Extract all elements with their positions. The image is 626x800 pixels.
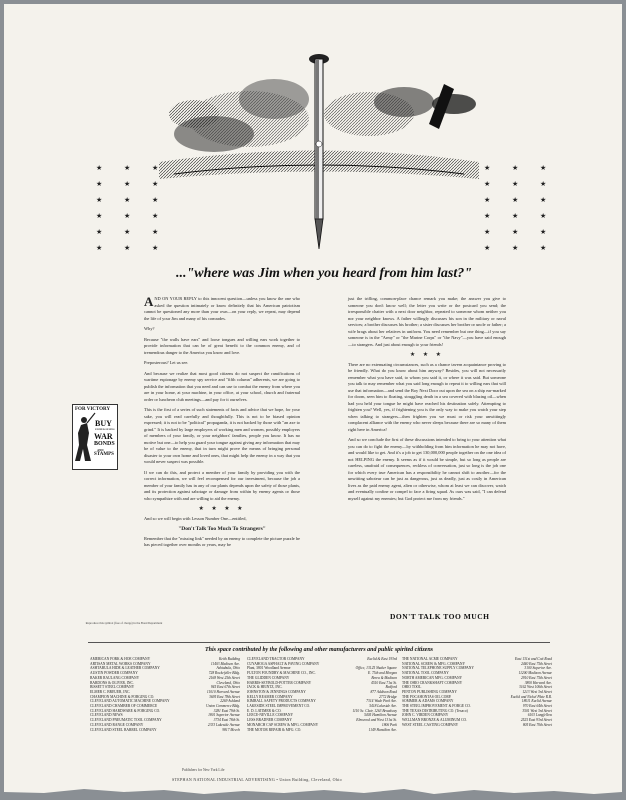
company-address: 2269 Ashland bbox=[220, 699, 240, 704]
company-address: 5418 Lakeside Ave. bbox=[369, 704, 397, 709]
company-address: 3695 East 78th Street bbox=[209, 694, 240, 699]
company-name: CHAMPION MACHINE & FORGING CO. bbox=[90, 694, 155, 699]
article-column-1 bbox=[144, 296, 300, 553]
paragraph: And because we realize that most good citizens do not suspect the ramifications of wartime espionage by enemy spy service and "fifth column" adherents, we are going to publish the information that you need and can use to combat the enemy from where you are in your home, at your machine, in your office, at your school, church and fraternal order or luncheon club meetings—and pay for it ourselves. bbox=[144, 370, 300, 402]
company-name: ASHTABULA HIDE & LEATHER COMPANY bbox=[90, 666, 160, 671]
company-address: 4510 East 71st St. bbox=[371, 680, 397, 685]
company-name: CUYAHOGA ASPHALT & PAVING COMPANY bbox=[247, 661, 320, 666]
company-address: Euclid and Nickel Plate R.R. bbox=[510, 694, 552, 699]
company-name: BAKER RAULANG COMPANY bbox=[90, 675, 140, 680]
company-address: 728 Rockefeller Bldg. bbox=[208, 671, 240, 676]
company-name: THE POCAHONTAS OIL CORP. bbox=[402, 694, 452, 699]
company-name: JOHNSTON & JENNINGS COMPANY bbox=[247, 689, 306, 694]
company-address: E. 75th and Morgan bbox=[367, 671, 397, 676]
company-address: 3100 Superior Ave. bbox=[524, 666, 552, 671]
company-address: 945 East 67th Street bbox=[210, 685, 240, 690]
paragraph: Preposterous? Let us see. bbox=[144, 360, 189, 365]
sponsor-line: This space contributed by the following and other manufacturers and public spirited citizens bbox=[204, 647, 434, 653]
company-name: CLEVELAND HARDWARE & FORGING CO. bbox=[90, 708, 161, 713]
paragraph: Remember that the "missing link" needed by an enemy to complete the picture puzzle he has pieced together over months or years, may be bbox=[144, 535, 300, 547]
company-address: 2525 East 93rd Street bbox=[520, 718, 552, 723]
stars-left: ★ ★ ★ bbox=[96, 212, 169, 220]
company-name: JACK & HEINTZ, INC. bbox=[247, 685, 283, 690]
company-name: AMERICAN FORK & HOE COMPANY bbox=[90, 657, 151, 661]
paragraph: Why? bbox=[144, 326, 155, 331]
company-address: 3734 East 78th St. bbox=[213, 718, 240, 723]
company-address: Union Commerce Bldg. bbox=[206, 704, 240, 709]
company-address: 2440 East 75th Street bbox=[521, 661, 552, 666]
stars-right: ★ ★ ★ bbox=[484, 180, 557, 188]
slogan: DON'T TALK TOO MUCH bbox=[390, 612, 490, 621]
company-row bbox=[90, 728, 240, 733]
company-address: 2910 East 75th Street bbox=[521, 675, 552, 680]
torn-edge bbox=[4, 778, 622, 796]
poster-line: BONDS bbox=[94, 441, 115, 447]
company-name: AUSTIN POWDER COMPANY bbox=[90, 671, 138, 676]
company-address: 5405 Hamilton Avenue bbox=[364, 713, 397, 718]
company-name: E. D. LATIMER & CO. bbox=[247, 708, 282, 713]
company-name: OHIO TOOL bbox=[402, 685, 422, 690]
company-name: KIMBALL SAFETY PRODUCTS COMPANY bbox=[247, 699, 316, 704]
stars-left: ★ ★ ★ bbox=[96, 244, 169, 252]
company-name: CLEVELAND CHAMBER OF COMMERCE bbox=[90, 704, 158, 709]
company-address: 18011 Euclid Avenue bbox=[521, 699, 552, 704]
company-name: WELLMAN BRONZE & ALUMINUM CO. bbox=[402, 718, 467, 723]
company-name: THE NATIONAL ACME COMPANY bbox=[402, 657, 458, 661]
stars-right: ★ ★ ★ bbox=[484, 196, 557, 204]
company-name: FULTON FOUNDRY & MACHINE CO., INC. bbox=[247, 671, 316, 676]
company-name: BISSETT STEEL COMPANY bbox=[90, 685, 135, 690]
company-address: 9817 Meech bbox=[222, 727, 240, 732]
paragraph: just the trifling, common-place chance remark you make; the answer you give to someone you don't know well; the letter you write or the postcard you send; the irresponsible chatter with a next door neighbor, repeated to someone whom neither you nor your neighbor knows. A father willingly discusses his son in the military or naval services; a brother discusses his brother; a sister discusses her brother or uncle or father; a wife brags about her relatives in uniform. You need remember but one thing—if you say someone is in the "Army" or "the Marine Corps" or "the Navy"—you have said enough—to strangers. And just about enough to your friends! bbox=[348, 296, 506, 347]
divider bbox=[88, 642, 550, 643]
spike-illustration bbox=[154, 44, 484, 259]
lesson-subhead: "Don't Talk Too Much To Strangers" bbox=[178, 526, 266, 532]
company-address: 2333 Lakeside Avenue bbox=[207, 722, 240, 727]
footer: STEPHAN NATIONAL INDUSTRIAL ADVERTISING • Union Building, Cleveland, Ohio bbox=[172, 777, 342, 782]
company-name: CLEVELAND RANGE COMPANY bbox=[90, 722, 144, 727]
paragraph: And so we will begin with Lesson Number One—entitled, bbox=[144, 515, 247, 521]
company-address: 2168 West 25th Street bbox=[208, 675, 240, 680]
company-list-2 bbox=[247, 657, 397, 732]
company-address: 1110 Sc. Clair, 1263 Broadway bbox=[352, 708, 397, 713]
company-address: 3281 East 79th St. bbox=[213, 708, 240, 713]
company-name: CLEVELAND TRACTOR COMPANY bbox=[247, 657, 305, 661]
company-address: 11200 Madison Avenue bbox=[518, 671, 552, 676]
poster-line: UNITED STATES bbox=[95, 428, 115, 431]
company-address: 970 East 64th Street bbox=[522, 704, 552, 709]
war-bonds-poster bbox=[72, 404, 118, 470]
company-name: SOMMER & ADAMS COMPANY bbox=[402, 699, 454, 704]
stars-left: ★ ★ ★ bbox=[96, 180, 169, 188]
company-name: THE TEXAS DISTRIBUTING CO. (Texaco) bbox=[402, 708, 468, 713]
company-address: Office, 13125 Shaker Square bbox=[355, 666, 397, 671]
company-row bbox=[247, 728, 397, 733]
poster-line: AND bbox=[97, 448, 104, 452]
company-name: PENTON PUBLISHING COMPANY bbox=[402, 689, 457, 694]
poster-line: WAR bbox=[94, 432, 113, 441]
company-name: NATIONAL SCREW & MFG. COMPANY bbox=[402, 661, 466, 666]
company-address: Ashtabula, Ohio bbox=[216, 666, 240, 671]
company-name: NATIONAL TOOL COMPANY bbox=[402, 671, 449, 676]
newspaper-page bbox=[4, 4, 622, 796]
company-address: 1806 Park bbox=[381, 722, 397, 727]
company-name: KELLY REAMER COMPANY bbox=[247, 694, 293, 699]
stars-right: ★ ★ ★ bbox=[484, 244, 557, 252]
company-address: 3162 West 106th Street bbox=[519, 685, 552, 690]
company-address: Keith Building bbox=[218, 657, 240, 661]
paragraph: This is the first of a series of such statements of facts and advice that we hope, for your sake, you will read carefully and thoughtfully. This is not to be biased opinion expressed; it is not to be "political" propaganda, it is not backed by those with "an axe to grind." It is backed by large employers of working men and women, possibly employers of members of your family, or your neighbors' families, people you know. It has no motive but one—to help you guard your tongue against giving any information that may be of value to the enemy, that in turn might prove the means of bringing personal disaster to your own home and loved ones, that might help the enemy in a way that you would never suspect was possible. bbox=[144, 407, 300, 464]
poster-note: Reproduce this symbol (free of charge) in the Bond Department bbox=[85, 621, 163, 625]
company-name: THE GLIDDEN COMPANY bbox=[247, 675, 290, 680]
company-name: BARDONS & OLIVER, INC. bbox=[90, 680, 134, 685]
company-name: LESS BRADNER COMPANY bbox=[247, 718, 292, 723]
paragraph: If we can do this, and protect a member of your family by providing you with the correct information, we will feel recompensed for our investment, because the job a member of your family has in any of our plants depends upon the safety of those plants, and its protection against sabotage or damage from within by enemy agents or those who sympathize with and are willing to aid the enemy. bbox=[144, 469, 300, 501]
company-address: 1149 Hamilton Ave. bbox=[368, 727, 397, 732]
poster-line: FOR VICTORY bbox=[75, 407, 111, 412]
section-stars: ★ ★ ★ ★ bbox=[198, 506, 246, 512]
company-address: Bedford bbox=[385, 685, 397, 690]
company-name: CLEVELAND AUTOMATIC MACHINE COMPANY bbox=[90, 699, 170, 704]
section-stars: ★ ★ ★ bbox=[409, 352, 445, 358]
stars-left: ★ ★ ★ bbox=[96, 196, 169, 204]
headline: ..."where was Jim when you heard from him last?" bbox=[176, 266, 472, 281]
company-address: 877 Addison Road bbox=[370, 689, 397, 694]
company-address: 805 East 70th Street bbox=[522, 722, 552, 727]
paragraph: ND ON YOUR REPLY to this innocent question—unless you know the one who asked the question intimately or know definitely that his American patriotism cannot be questioned any more than your own—on your reply, we repeat, may depend the life of your Jim and many of his comrades. bbox=[144, 296, 300, 321]
company-name: JOHN C. VIRDEN COMPANY bbox=[402, 713, 449, 718]
company-list-3 bbox=[402, 657, 552, 728]
article-column-2 bbox=[348, 296, 506, 506]
paragraph: And so we conclude the first of these discussions intended to bring to your attention what you can do to fight the enemy—by withholding from him information he may not have, and would like to get. And it's a job to get 130,000,000 people together on the one idea of not HELPING the enemy. It seems as if it would be simple, but so long as people are careless, unafraid of consequences, reckless of conversation, just so long is the job one for which every true American has a responsibility he cannot shift to another—for the unwitting saboteur can be just as dangerous, just as deadly, just as costly in American lives as the paid enemy agent, alien or otherwise, whom at least we can discover, watch and eventually confine or compel to face a firing squad. As ours was said, "I can defend myself against my enemies; but God protect me from my friends." bbox=[348, 437, 506, 501]
company-address: East 131st and Coit Road bbox=[515, 657, 552, 661]
company-row bbox=[402, 723, 552, 728]
company-address: Cleveland, Ohio bbox=[216, 680, 240, 685]
publisher-line: Publishers for New York Life bbox=[182, 768, 225, 772]
company-name: THE OHIO CRANKSHAFT COMPANY bbox=[402, 680, 463, 685]
company-name: THE MOTOR REPAIR & MFG. CO. bbox=[247, 727, 302, 732]
stars-left: ★ ★ ★ bbox=[96, 164, 169, 172]
company-name: NATIONAL TELEPHONE SUPPLY COMPANY bbox=[402, 666, 474, 671]
poster-line: STAMPS bbox=[94, 452, 114, 457]
company-list-1 bbox=[90, 657, 240, 732]
stars-right: ★ ★ ★ bbox=[484, 212, 557, 220]
company-name: MONARCH CAP SCREW & MFG. COMPANY bbox=[247, 722, 319, 727]
poster-line: BUY bbox=[95, 419, 112, 428]
company-name: CLEVELAND NEWS bbox=[90, 713, 123, 718]
company-name: THE STEEL IMPROVEMENT & FORGE CO. bbox=[402, 704, 471, 709]
company-address: 6103 Longfellow bbox=[527, 713, 552, 718]
company-name: LAKESIDE STEEL IMPROVEMENT CO. bbox=[247, 704, 311, 709]
company-name: HARRIS-SEYBOLD-POTTER COMPANY bbox=[247, 680, 312, 685]
company-name: NORTH AMERICAN MFG. COMPANY bbox=[402, 675, 463, 680]
dropcap: A bbox=[144, 294, 154, 309]
company-address: 3800 Harvard Ave. bbox=[524, 680, 552, 685]
company-address: 7314 Wade Park Ave. bbox=[366, 699, 397, 704]
company-address: 11010 Harvard Avenue bbox=[206, 689, 240, 694]
company-address: 2772 Bridge bbox=[379, 694, 397, 699]
company-name: Plant, 3801 Woodland Avenue bbox=[247, 666, 291, 671]
company-address: 11403 Madison Ave. bbox=[210, 661, 240, 666]
company-address: Elmwood and West 131st St. bbox=[356, 718, 397, 723]
company-name: ELMER C. BREUER, INC. bbox=[90, 689, 131, 694]
stars-right: ★ ★ ★ bbox=[484, 228, 557, 236]
company-name: CLEVELAND STEEL BARREL COMPANY bbox=[90, 727, 157, 732]
paragraph: There are no extenuating circumstances, such as a chance tavern acquaintance proving to be friendly. What do you know about him anyway? Besides, you will not necessarily remember what you have said, to whom you said it, or where it was said. But someone you talk to may remember what you said long enough to repeat it to willing ears that will use that information—and send the Boy Next Door out upon the sea on a ship ear-marked for doom, seen him to floating, struggling death in a sea covered with blazing oil—when had you held your tongue he might have reached his destination safely. Attempting to frighten you? Well, yes, if frightening you is the only way to make you watch your step when talking to strangers—then frighten you we must or risk your unwittingly complacent alliance with the enemy who never sleeps because there are so many of them right here in America! bbox=[348, 361, 506, 432]
company-address: 3501 West 3rd Street bbox=[522, 708, 552, 713]
company-name: ARTISAN METAL WORKS COMPANY bbox=[90, 661, 151, 666]
stars-right: ★ ★ ★ bbox=[484, 164, 557, 172]
company-address: 1213 West 3rd Street bbox=[522, 689, 552, 694]
company-name: LEECE-NEVILLE COMPANY bbox=[247, 713, 294, 718]
company-address: Euclid & East 193rd bbox=[367, 657, 397, 661]
company-address: Berea & Madison bbox=[371, 675, 397, 680]
stars-left: ★ ★ ★ bbox=[96, 228, 169, 236]
paragraph: Because "the walls have ears" and loose tongues and willing ears work together to provide information that can be of great benefit to the common enemy, and of tremendous danger to the America you know and love. bbox=[144, 336, 300, 355]
company-address: 1801 Superior Avenue bbox=[208, 713, 240, 718]
company-name: WEST STEEL CASTING COMPANY bbox=[402, 722, 459, 727]
company-name: CLEVELAND PNEUMATIC TOOL COMPANY bbox=[90, 718, 162, 723]
